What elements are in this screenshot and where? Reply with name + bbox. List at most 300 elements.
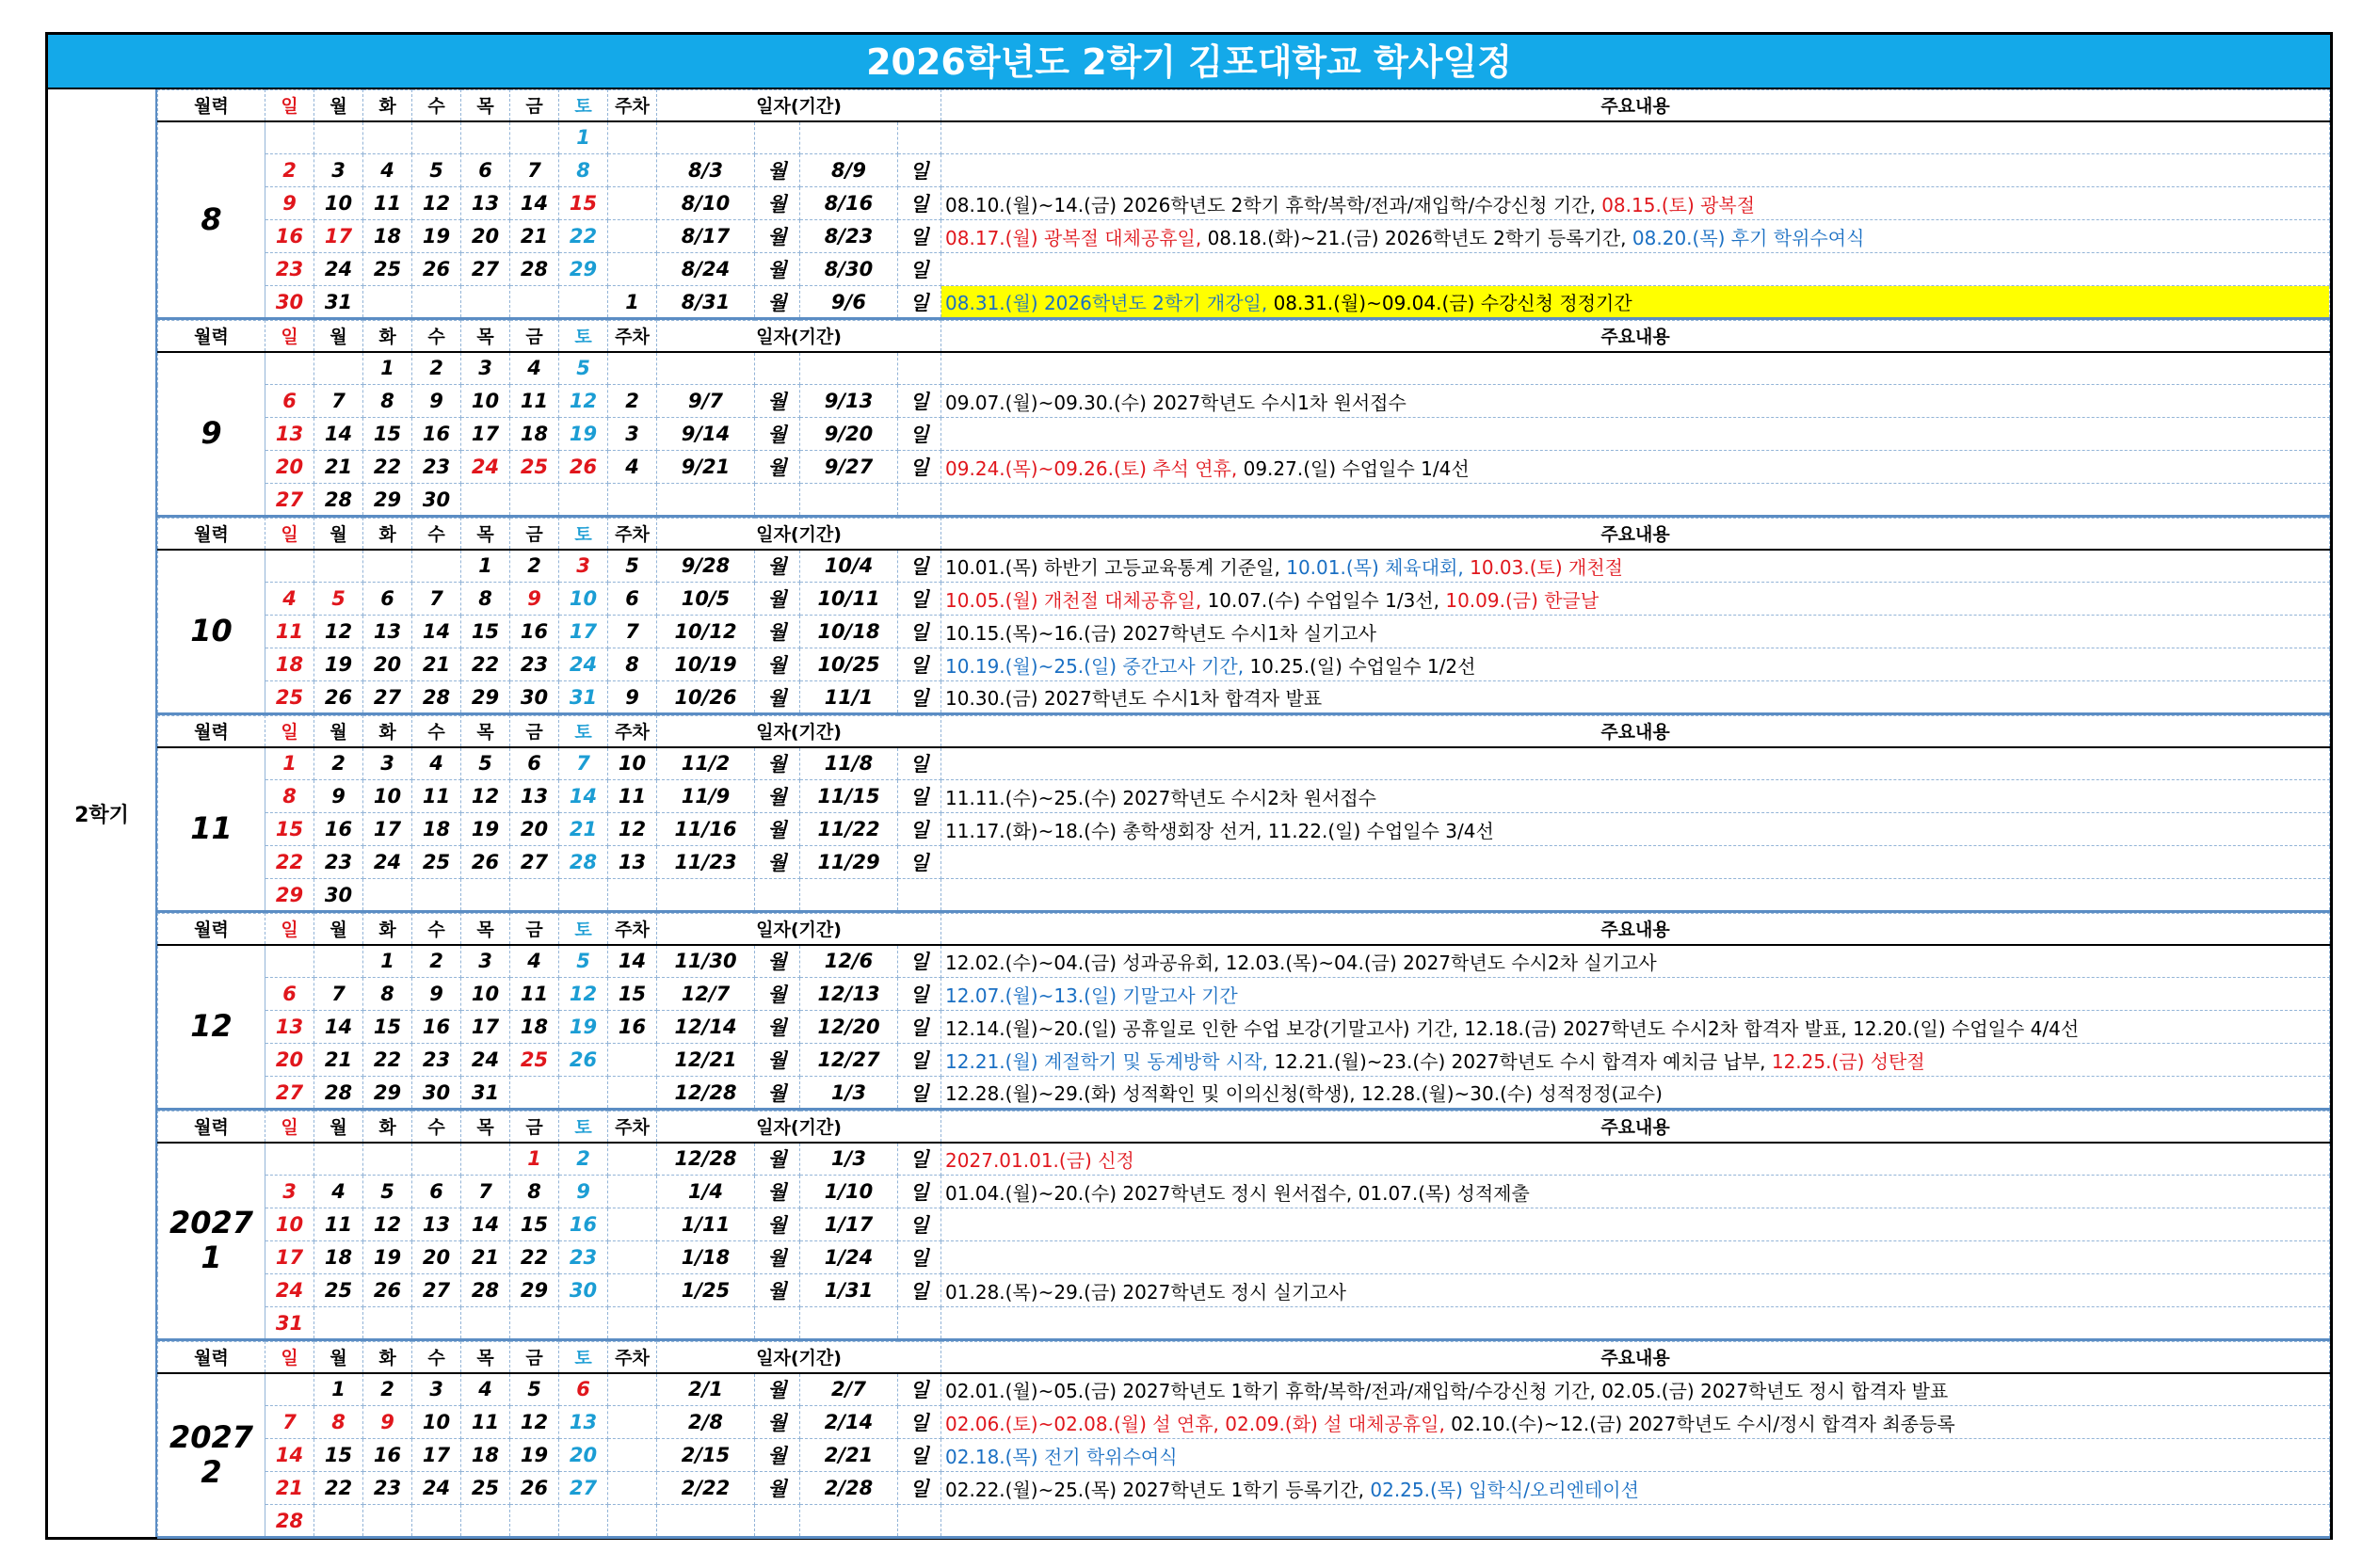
period-start-weekday: 월 [755, 616, 800, 648]
header-wed: 수 [412, 1112, 461, 1143]
week-number: 6 [608, 583, 657, 616]
week-row [158, 681, 2330, 714]
week-number [608, 1241, 657, 1274]
day-cell: 18 [265, 648, 314, 681]
day-cell: 10 [363, 780, 412, 813]
day-cell: 20 [363, 648, 412, 681]
day-cell: 27 [559, 1472, 608, 1505]
week-row [158, 1274, 2330, 1307]
header-thu: 목 [461, 1112, 510, 1143]
week-row [158, 1011, 2330, 1044]
day-cell [363, 1505, 412, 1538]
period-end: 11/1 [800, 681, 898, 714]
period-start-weekday: 월 [755, 747, 800, 780]
period-end: 12/13 [800, 978, 898, 1011]
day-cell: 27 [363, 681, 412, 714]
day-cell [412, 1505, 461, 1538]
event-cell [941, 385, 2330, 418]
week-number [608, 1143, 657, 1176]
period-start-weekday: 월 [755, 780, 800, 813]
week-number: 11 [608, 780, 657, 813]
header-month: 월력 [158, 1112, 265, 1143]
day-cell: 15 [363, 418, 412, 451]
day-cell: 14 [559, 780, 608, 813]
event-cell [941, 846, 2330, 879]
period-end-weekday: 일 [898, 1472, 941, 1505]
header-thu: 목 [461, 716, 510, 747]
day-cell: 5 [559, 945, 608, 978]
day-cell: 29 [363, 1077, 412, 1110]
day-cell: 10 [265, 1208, 314, 1241]
header-sat: 토 [559, 321, 608, 352]
month-label-line: 1 [201, 1240, 222, 1276]
day-cell: 29 [265, 879, 314, 912]
period-end-weekday: 일 [898, 1406, 941, 1439]
event-text: 08.10.(월)~14.(금) 2026학년도 2학기 휴학/복학/전과/재입학/수강신청 기간, [945, 193, 1602, 216]
day-cell: 20 [559, 1439, 608, 1472]
day-cell: 9 [265, 187, 314, 220]
header-month: 월력 [158, 716, 265, 747]
header-period: 일자(기간) [657, 519, 941, 550]
header-mon: 월 [314, 519, 363, 550]
header-content: 주요내용 [941, 519, 2330, 550]
event-cell [941, 1439, 2330, 1472]
schedule-sheet [45, 32, 2333, 1540]
event-text: 12.21.(월)~23.(수) 2027학년도 수시 합격자 예치금 납부, [1274, 1049, 1772, 1073]
day-cell [461, 1307, 510, 1340]
day-cell: 13 [510, 780, 559, 813]
period-end-weekday: 일 [898, 385, 941, 418]
day-cell: 2 [559, 1143, 608, 1176]
day-cell: 18 [314, 1241, 363, 1274]
month-table [157, 913, 2330, 1111]
day-cell: 4 [510, 352, 559, 385]
period-end: 10/25 [800, 648, 898, 681]
week-row [158, 121, 2330, 154]
event-text: 10.01.(목) 체육대회, [1286, 555, 1471, 579]
day-cell: 3 [461, 352, 510, 385]
day-cell: 29 [510, 1274, 559, 1307]
month-header-row [158, 716, 2330, 747]
period-end: 8/30 [800, 253, 898, 286]
day-cell: 24 [314, 253, 363, 286]
day-cell [510, 879, 559, 912]
event-cell [941, 451, 2330, 484]
day-cell: 10 [461, 385, 510, 418]
event-text: 09.27.(일) 수업일수 1/4선 [1243, 456, 1470, 480]
header-tue: 화 [363, 914, 412, 945]
period-start: 11/9 [657, 780, 755, 813]
event-cell [941, 813, 2330, 846]
day-cell: 3 [314, 154, 363, 187]
period-end: 8/16 [800, 187, 898, 220]
day-cell [363, 1307, 412, 1340]
week-row [158, 286, 2330, 319]
week-row [158, 1439, 2330, 1472]
period-end: 9/6 [800, 286, 898, 319]
period-start-weekday: 월 [755, 1143, 800, 1176]
week-row [158, 945, 2330, 978]
month-label-line: 9 [201, 415, 222, 452]
day-cell: 30 [510, 681, 559, 714]
day-cell: 19 [314, 648, 363, 681]
week-row [158, 1472, 2330, 1505]
month-label [158, 121, 265, 319]
day-cell [559, 484, 608, 517]
day-cell [265, 550, 314, 583]
header-thu: 목 [461, 90, 510, 121]
month-header-row [158, 914, 2330, 945]
day-cell: 22 [510, 1241, 559, 1274]
period-end-weekday: 일 [898, 780, 941, 813]
day-cell: 26 [461, 846, 510, 879]
period-end-weekday: 일 [898, 1439, 941, 1472]
week-number: 14 [608, 945, 657, 978]
day-cell: 28 [265, 1505, 314, 1538]
period-end-weekday [898, 121, 941, 154]
week-number [608, 1307, 657, 1340]
week-row [158, 813, 2330, 846]
month-label [158, 550, 265, 714]
month-table [157, 1341, 2330, 1539]
header-fri: 금 [510, 716, 559, 747]
period-start-weekday [755, 879, 800, 912]
event-text: 02.06.(토)~02.08.(월) 설 연휴, 02.09.(화) 설 대체공휴일, [945, 1412, 1452, 1435]
day-cell: 6 [363, 583, 412, 616]
header-fri: 금 [510, 321, 559, 352]
day-cell: 31 [265, 1307, 314, 1340]
event-text: 11.11.(수)~25.(수) 2027학년도 수시2차 원서접수 [945, 786, 1376, 809]
event-text: 12.25.(금) 성탄절 [1771, 1049, 1925, 1073]
day-cell [314, 1505, 363, 1538]
header-sat: 토 [559, 519, 608, 550]
period-start: 10/19 [657, 648, 755, 681]
day-cell: 27 [461, 253, 510, 286]
event-text: 2027.01.01.(금) 신정 [945, 1148, 1134, 1172]
period-start: 10/12 [657, 616, 755, 648]
week-number [608, 1176, 657, 1208]
day-cell: 17 [265, 1241, 314, 1274]
month-table [157, 1111, 2330, 1341]
day-cell [363, 550, 412, 583]
week-number [608, 1472, 657, 1505]
day-cell: 7 [314, 385, 363, 418]
day-cell: 13 [412, 1208, 461, 1241]
day-cell: 2 [314, 747, 363, 780]
week-row [158, 747, 2330, 780]
day-cell [363, 1143, 412, 1176]
period-end-weekday: 일 [898, 747, 941, 780]
event-cell [941, 1143, 2330, 1176]
day-cell: 24 [412, 1472, 461, 1505]
event-cell [941, 747, 2330, 780]
period-start-weekday: 월 [755, 253, 800, 286]
day-cell: 13 [265, 1011, 314, 1044]
day-cell: 27 [510, 846, 559, 879]
header-sat: 토 [559, 716, 608, 747]
period-start-weekday: 월 [755, 648, 800, 681]
period-end-weekday: 일 [898, 220, 941, 253]
period-end: 9/27 [800, 451, 898, 484]
day-cell: 10 [559, 583, 608, 616]
month-table [157, 320, 2330, 518]
month-header-row [158, 321, 2330, 352]
day-cell: 9 [412, 978, 461, 1011]
day-cell: 9 [559, 1176, 608, 1208]
period-end-weekday: 일 [898, 1176, 941, 1208]
day-cell: 28 [510, 253, 559, 286]
week-row [158, 1373, 2330, 1406]
header-week: 주차 [608, 321, 657, 352]
week-number [608, 154, 657, 187]
day-cell: 23 [412, 451, 461, 484]
day-cell: 20 [412, 1241, 461, 1274]
day-cell: 25 [314, 1274, 363, 1307]
period-end: 9/13 [800, 385, 898, 418]
day-cell: 12 [510, 1406, 559, 1439]
day-cell: 19 [559, 1011, 608, 1044]
day-cell: 11 [314, 1208, 363, 1241]
month-label-line: 2027 [169, 1418, 254, 1455]
day-cell: 29 [363, 484, 412, 517]
day-cell: 6 [510, 747, 559, 780]
week-number: 10 [608, 747, 657, 780]
header-week: 주차 [608, 1112, 657, 1143]
day-cell [314, 550, 363, 583]
day-cell: 13 [265, 418, 314, 451]
day-cell: 1 [363, 945, 412, 978]
header-period: 일자(기간) [657, 90, 941, 121]
week-number [608, 220, 657, 253]
period-start-weekday: 월 [755, 451, 800, 484]
day-cell: 4 [461, 1373, 510, 1406]
day-cell: 9 [314, 780, 363, 813]
day-cell: 6 [265, 385, 314, 418]
week-row [158, 220, 2330, 253]
day-cell: 12 [363, 1208, 412, 1241]
day-cell: 22 [314, 1472, 363, 1505]
week-number [608, 1406, 657, 1439]
day-cell: 3 [461, 945, 510, 978]
day-cell [559, 1077, 608, 1110]
day-cell: 5 [559, 352, 608, 385]
day-cell: 16 [412, 1011, 461, 1044]
day-cell [559, 1307, 608, 1340]
day-cell: 19 [461, 813, 510, 846]
day-cell [265, 1373, 314, 1406]
month-table [157, 715, 2330, 913]
header-mon: 월 [314, 914, 363, 945]
day-cell: 7 [412, 583, 461, 616]
event-cell [941, 1011, 2330, 1044]
period-end-weekday: 일 [898, 187, 941, 220]
period-end-weekday: 일 [898, 1373, 941, 1406]
header-thu: 목 [461, 519, 510, 550]
period-end-weekday: 일 [898, 286, 941, 319]
period-start-weekday: 월 [755, 945, 800, 978]
day-cell: 4 [314, 1176, 363, 1208]
day-cell: 17 [314, 220, 363, 253]
day-cell: 10 [314, 187, 363, 220]
header-thu: 목 [461, 321, 510, 352]
week-number: 7 [608, 616, 657, 648]
day-cell: 16 [559, 1208, 608, 1241]
week-number: 9 [608, 681, 657, 714]
day-cell: 12 [461, 780, 510, 813]
day-cell: 13 [559, 1406, 608, 1439]
header-thu: 목 [461, 1342, 510, 1373]
header-sun: 일 [265, 519, 314, 550]
day-cell: 18 [412, 813, 461, 846]
day-cell: 17 [461, 1011, 510, 1044]
week-row [158, 583, 2330, 616]
week-row [158, 1505, 2330, 1538]
day-cell: 21 [461, 1241, 510, 1274]
month-header-row [158, 1342, 2330, 1373]
event-cell [941, 1505, 2330, 1538]
day-cell: 8 [265, 780, 314, 813]
day-cell: 3 [559, 550, 608, 583]
period-start-weekday: 월 [755, 1241, 800, 1274]
period-start: 12/7 [657, 978, 755, 1011]
event-text: 02.22.(월)~25.(목) 2027학년도 1학기 등록기간, [945, 1478, 1371, 1501]
header-month: 월력 [158, 519, 265, 550]
day-cell [265, 1143, 314, 1176]
period-end: 2/21 [800, 1439, 898, 1472]
period-end-weekday: 일 [898, 648, 941, 681]
day-cell [412, 1143, 461, 1176]
event-text: 02.01.(월)~05.(금) 2027학년도 1학기 휴학/복학/전과/재입학/수강신청 기간, 02.05.(금) 2027학년도 정시 합격자 발표 [945, 1379, 1949, 1402]
day-cell: 14 [412, 616, 461, 648]
period-end-weekday: 일 [898, 616, 941, 648]
day-cell: 24 [363, 846, 412, 879]
day-cell: 23 [510, 648, 559, 681]
day-cell: 24 [461, 1044, 510, 1077]
week-number [608, 1208, 657, 1241]
period-end: 8/9 [800, 154, 898, 187]
day-cell: 12 [559, 978, 608, 1011]
event-cell [941, 1274, 2330, 1307]
period-end [800, 121, 898, 154]
header-thu: 목 [461, 914, 510, 945]
event-cell [941, 154, 2330, 187]
semester-label: 2학기 [48, 89, 157, 1537]
month-blocks [157, 89, 2330, 1537]
day-cell: 4 [265, 583, 314, 616]
month-table [157, 89, 2330, 320]
event-cell [941, 1472, 2330, 1505]
event-cell [941, 780, 2330, 813]
event-cell [941, 1307, 2330, 1340]
day-cell: 18 [510, 1011, 559, 1044]
week-number: 16 [608, 1011, 657, 1044]
period-start-weekday [755, 1307, 800, 1340]
period-start: 11/30 [657, 945, 755, 978]
event-cell [941, 550, 2330, 583]
day-cell: 15 [314, 1439, 363, 1472]
header-fri: 금 [510, 1112, 559, 1143]
day-cell: 4 [510, 945, 559, 978]
period-start: 9/14 [657, 418, 755, 451]
header-wed: 수 [412, 90, 461, 121]
period-start [657, 1505, 755, 1538]
day-cell: 6 [559, 1373, 608, 1406]
header-mon: 월 [314, 90, 363, 121]
day-cell: 28 [314, 484, 363, 517]
period-start: 11/2 [657, 747, 755, 780]
period-end-weekday [898, 879, 941, 912]
period-end: 11/22 [800, 813, 898, 846]
header-sun: 일 [265, 90, 314, 121]
day-cell: 12 [559, 385, 608, 418]
week-row [158, 1143, 2330, 1176]
event-cell [941, 1208, 2330, 1241]
period-end: 12/27 [800, 1044, 898, 1077]
period-start: 8/10 [657, 187, 755, 220]
period-start-weekday: 월 [755, 286, 800, 319]
period-end: 10/18 [800, 616, 898, 648]
day-cell: 18 [461, 1439, 510, 1472]
header-tue: 화 [363, 90, 412, 121]
event-cell [941, 121, 2330, 154]
day-cell: 4 [412, 747, 461, 780]
day-cell: 5 [412, 154, 461, 187]
week-row [158, 648, 2330, 681]
day-cell: 7 [510, 154, 559, 187]
day-cell: 28 [461, 1274, 510, 1307]
period-start: 8/31 [657, 286, 755, 319]
period-end-weekday: 일 [898, 1143, 941, 1176]
header-sat: 토 [559, 914, 608, 945]
week-number [608, 1077, 657, 1110]
period-end: 1/24 [800, 1241, 898, 1274]
period-start-weekday: 월 [755, 1406, 800, 1439]
event-cell [941, 945, 2330, 978]
day-cell: 17 [461, 418, 510, 451]
period-start: 2/22 [657, 1472, 755, 1505]
week-row [158, 451, 2330, 484]
day-cell [461, 879, 510, 912]
day-cell: 11 [412, 780, 461, 813]
week-row [158, 978, 2330, 1011]
period-start-weekday: 월 [755, 846, 800, 879]
header-period: 일자(기간) [657, 914, 941, 945]
week-row [158, 1044, 2330, 1077]
period-start [657, 484, 755, 517]
day-cell: 8 [461, 583, 510, 616]
week-row [158, 385, 2330, 418]
day-cell: 11 [461, 1406, 510, 1439]
header-sun: 일 [265, 1342, 314, 1373]
day-cell [461, 121, 510, 154]
day-cell [363, 121, 412, 154]
schedule-body [48, 89, 2330, 1537]
period-end: 1/10 [800, 1176, 898, 1208]
period-start-weekday: 월 [755, 220, 800, 253]
day-cell: 26 [314, 681, 363, 714]
period-start-weekday [755, 352, 800, 385]
period-start-weekday: 월 [755, 1373, 800, 1406]
month-label-line: 11 [190, 810, 233, 847]
event-text: 10.07.(수) 수업일수 1/3선, [1207, 588, 1446, 612]
day-cell [510, 286, 559, 319]
period-end-weekday: 일 [898, 550, 941, 583]
period-end-weekday [898, 352, 941, 385]
day-cell: 7 [559, 747, 608, 780]
period-start-weekday [755, 121, 800, 154]
day-cell: 14 [510, 187, 559, 220]
day-cell: 23 [559, 1241, 608, 1274]
